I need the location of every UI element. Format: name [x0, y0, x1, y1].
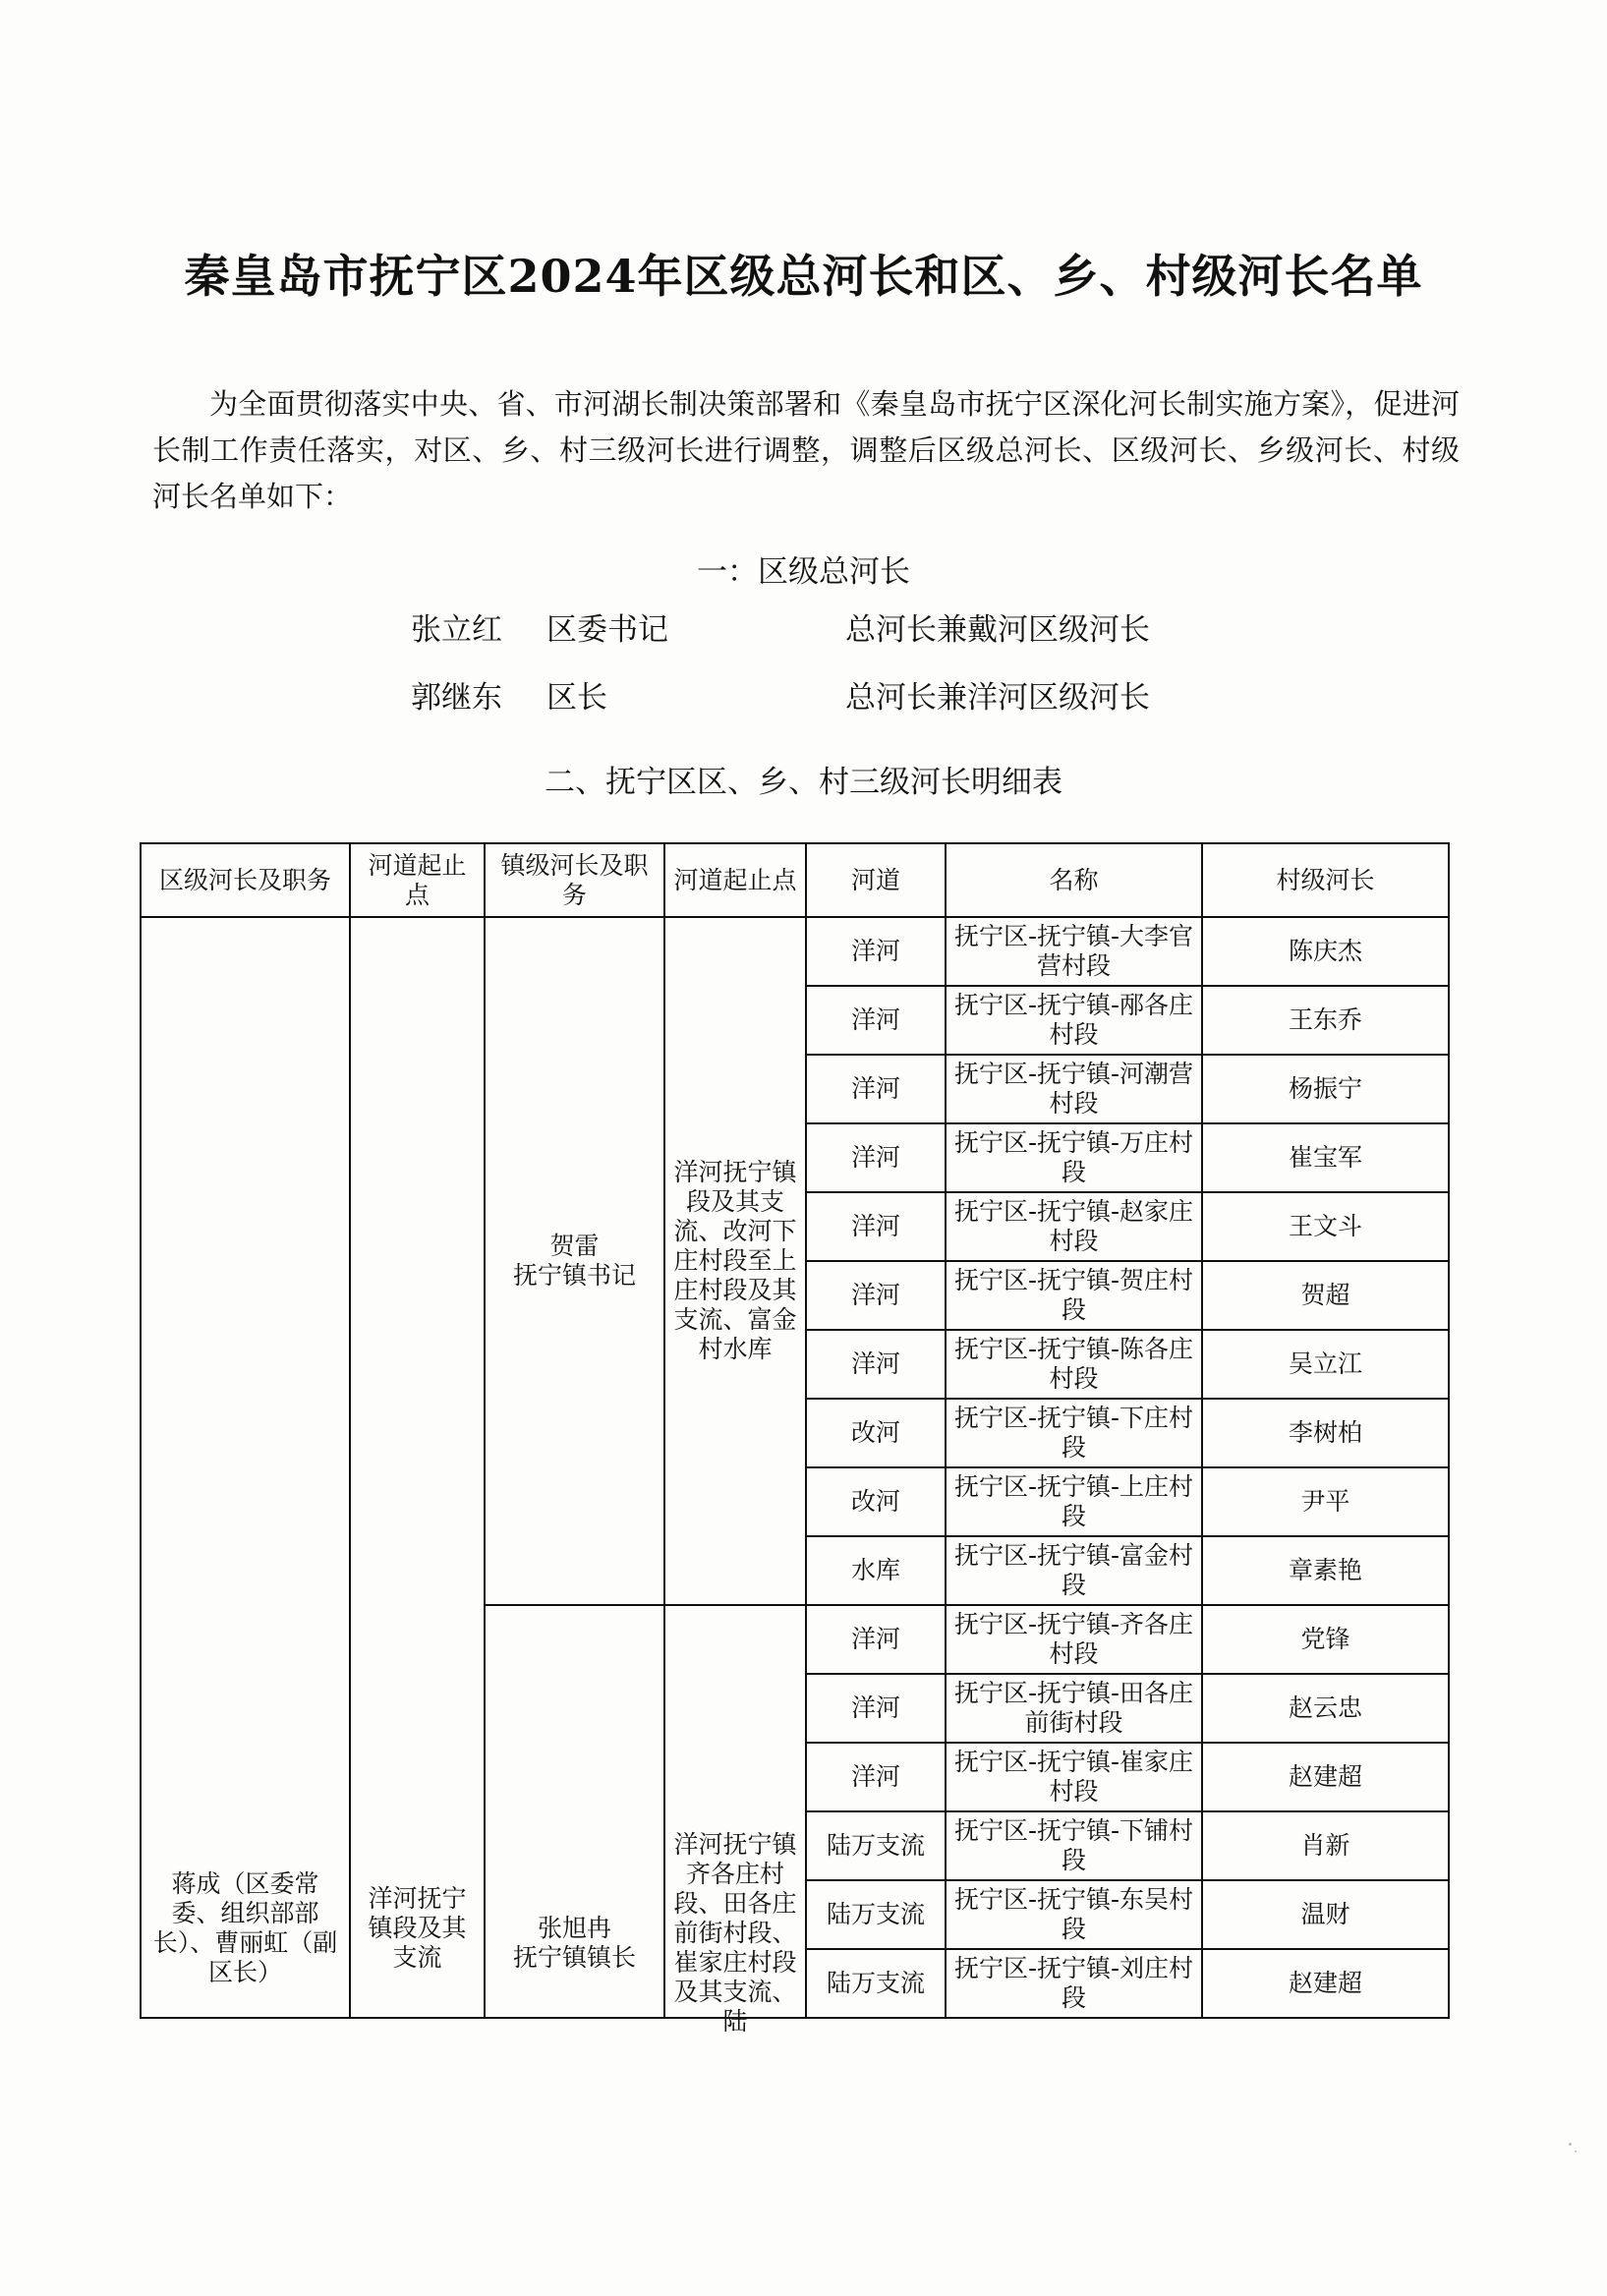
town-segment-text: 洋河抚宁镇段及其支流、改河下庄村段至上庄村段及其支流、富金村水库 [673, 1158, 797, 1363]
leader-2-position: 区长 [546, 680, 607, 716]
section1-heading: 一：区级总河长 [697, 554, 910, 590]
town-segment-cell [664, 1605, 806, 2036]
village-chief-cell: 陈庆杰 [1202, 917, 1449, 986]
leader-1-role: 总河长兼戴河区级河长 [845, 612, 1150, 648]
header-village-chief: 村级河长 [1202, 843, 1449, 917]
leader-2-role: 总河长兼洋河区级河长 [845, 680, 1150, 716]
village-chief-cell: 吴立江 [1202, 1330, 1449, 1399]
river-cell: 陆万支流 [806, 1880, 946, 1949]
name-cell: 抚宁区-抚宁镇-河潮营村段 [946, 1055, 1202, 1123]
name-cell: 抚宁区-抚宁镇-田各庄前街村段 [946, 1674, 1202, 1743]
village-chief-cell: 赵建超 [1202, 1949, 1449, 2018]
village-chief-cell: 贺超 [1202, 1261, 1449, 1330]
river-cell: 改河 [806, 1399, 946, 1467]
district-chief-text: 蒋成（区委常委、组织部部长）、曹丽虹（副区长） [152, 1869, 338, 1986]
name-cell: 抚宁区-抚宁镇-齐各庄村段 [946, 1605, 1202, 1674]
river-cell: 洋河 [806, 1261, 946, 1330]
name-cell: 抚宁区-抚宁镇-富金村段 [946, 1536, 1202, 1605]
section2-heading: 二、抚宁区区、乡、村三级河长明细表 [545, 765, 1062, 800]
header-district-chief: 区级河长及职务 [141, 843, 350, 917]
header-district-segment: 河道起止点 [350, 843, 485, 917]
name-cell: 抚宁区-抚宁镇-刘庄村段 [946, 1949, 1202, 2018]
name-cell: 抚宁区-抚宁镇-邴各庄村段 [946, 986, 1202, 1055]
header-town-segment: 河道起止点 [664, 843, 806, 917]
river-cell: 洋河 [806, 1055, 946, 1123]
village-chief-cell: 章素艳 [1202, 1536, 1449, 1605]
village-chief-cell: 肖新 [1202, 1811, 1449, 1880]
intro-paragraph: 为全面贯彻落实中央、省、市河湖长制决策部署和《秦皇岛市抚宁区深化河长制实施方案》，促进河长制工作责任落实，对区、乡、村三级河长进行调整，调整后区级总河长、区级河长、乡级河长、村级河长名单如下： [152, 387, 1460, 513]
village-chief-cell: 尹平 [1202, 1467, 1449, 1536]
district-chief-cell [141, 917, 350, 2018]
leader-1-name: 张立红 [411, 612, 502, 648]
river-cell: 水库 [806, 1536, 946, 1605]
village-chief-cell: 杨振宁 [1202, 1055, 1449, 1123]
village-chief-cell: 王文斗 [1202, 1192, 1449, 1261]
name-cell: 抚宁区-抚宁镇-大李官营村段 [946, 917, 1202, 986]
town-chief-text: 贺雷 抚宁镇书记 [512, 1232, 636, 1290]
river-cell: 洋河 [806, 1123, 946, 1192]
town-segment-text: 洋河抚宁镇齐各庄村段、田各庄前街村段、崔家庄村段及其支流、陆 [673, 1830, 797, 2036]
district-segment-text: 洋河抚宁镇段及其支流 [368, 1884, 467, 1972]
header-river: 河道 [806, 843, 946, 917]
name-cell: 抚宁区-抚宁镇-陈各庄村段 [946, 1330, 1202, 1399]
village-chief-cell: 赵云忠 [1202, 1674, 1449, 1743]
town-chief-cell [485, 917, 664, 1605]
table-row [141, 917, 1449, 986]
river-cell: 洋河 [806, 1192, 946, 1261]
village-chief-cell: 党锋 [1202, 1605, 1449, 1674]
name-cell: 抚宁区-抚宁镇-下庄村段 [946, 1399, 1202, 1467]
name-cell: 抚宁区-抚宁镇-崔家庄村段 [946, 1743, 1202, 1811]
village-chief-cell: 王东乔 [1202, 986, 1449, 1055]
document-title: 秦皇岛市抚宁区2024年区级总河长和区、乡、村级河长名单 [184, 250, 1423, 303]
river-chief-table [140, 842, 1450, 2036]
scan-speck [1569, 2143, 1572, 2146]
river-cell: 洋河 [806, 1674, 946, 1743]
scan-speck [1575, 2151, 1577, 2152]
town-segment-cell [664, 917, 806, 1605]
village-chief-cell: 崔宝军 [1202, 1123, 1449, 1192]
river-cell: 陆万支流 [806, 1811, 946, 1880]
village-chief-cell: 李树柏 [1202, 1399, 1449, 1467]
header-town-chief: 镇级河长及职务 [485, 843, 664, 917]
river-cell: 洋河 [806, 917, 946, 986]
town-chief-cell [485, 1605, 664, 2018]
name-cell: 抚宁区-抚宁镇-下铺村段 [946, 1811, 1202, 1880]
river-cell: 洋河 [806, 1743, 946, 1811]
river-cell: 洋河 [806, 986, 946, 1055]
leader-1-position: 区委书记 [546, 612, 668, 648]
name-cell: 抚宁区-抚宁镇-上庄村段 [946, 1467, 1202, 1536]
name-cell: 抚宁区-抚宁镇-万庄村段 [946, 1123, 1202, 1192]
header-name: 名称 [946, 843, 1202, 917]
town-chief-text: 张旭冉 抚宁镇镇长 [512, 1914, 636, 1972]
name-cell: 抚宁区-抚宁镇-东吴村段 [946, 1880, 1202, 1949]
village-chief-cell: 温财 [1202, 1880, 1449, 1949]
leader-2-name: 郭继东 [411, 680, 502, 716]
river-cell: 改河 [806, 1467, 946, 1536]
district-segment-cell [350, 917, 485, 2018]
name-cell: 抚宁区-抚宁镇-贺庄村段 [946, 1261, 1202, 1330]
table-header-row [141, 843, 1449, 917]
river-cell: 陆万支流 [806, 1949, 946, 2018]
river-cell: 洋河 [806, 1605, 946, 1674]
village-chief-cell: 赵建超 [1202, 1743, 1449, 1811]
river-cell: 洋河 [806, 1330, 946, 1399]
name-cell: 抚宁区-抚宁镇-赵家庄村段 [946, 1192, 1202, 1261]
